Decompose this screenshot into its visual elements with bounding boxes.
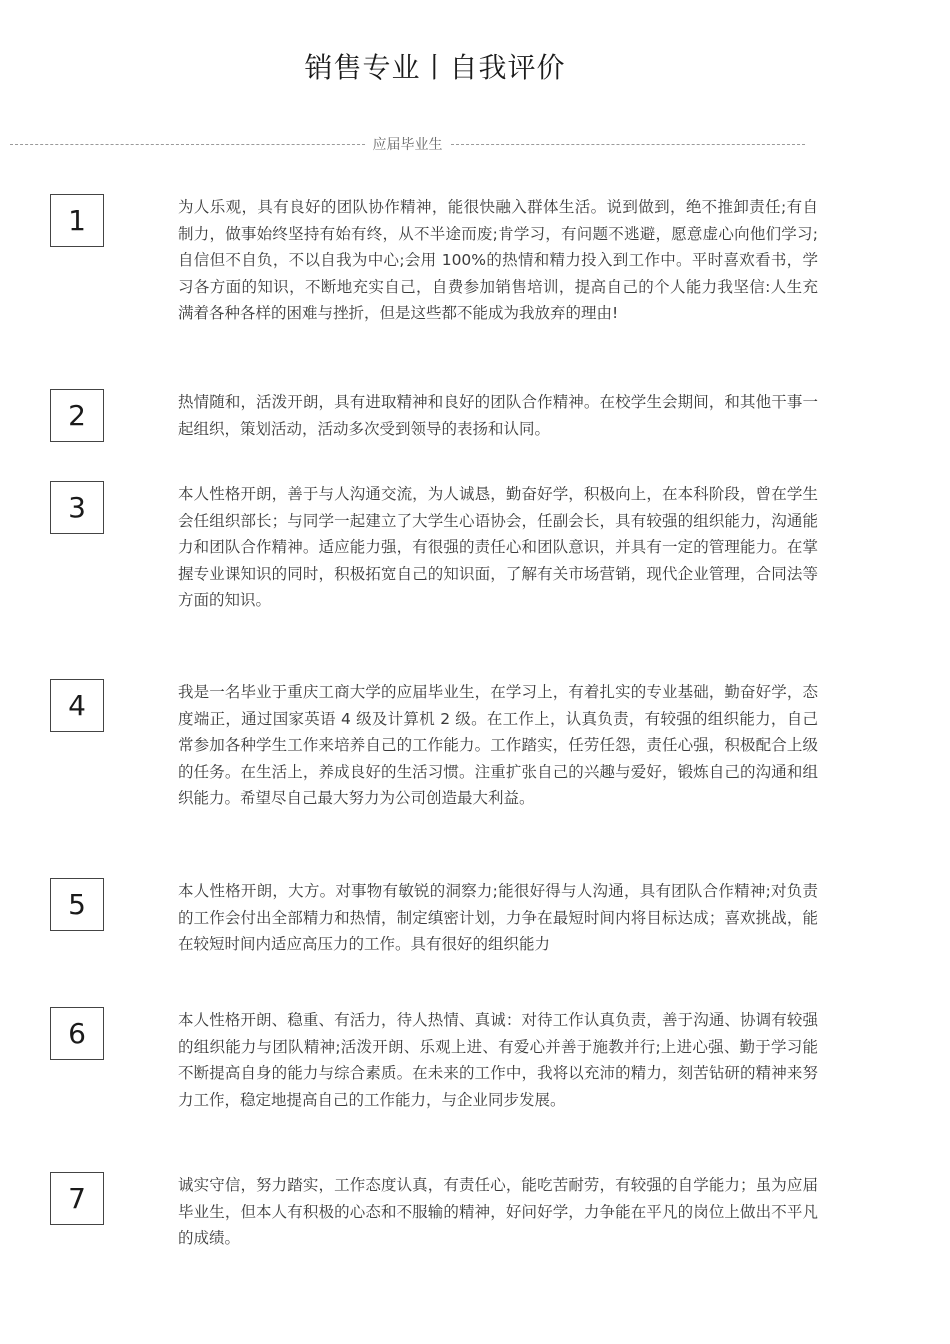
page-title: 销售专业丨自我评价 xyxy=(304,51,566,84)
entry-number-box: 4 xyxy=(50,679,104,732)
entry-number-box: 2 xyxy=(50,389,104,442)
entry-text: 诚实守信，努力踏实，工作态度认真，有责任心，能吃苦耐劳，有较强的自学能力；虽为应届毕业生，但本人有积极的心态和不服输的精神，好问好学，力争能在平凡的岗位上做出不平凡的成绩。 xyxy=(178,1176,818,1248)
entry-text: 我是一名毕业于重庆工商大学的应届毕业生，在学习上，有着扎实的专业基础，勤奋好学，态度端正，通过国家英语 4 级及计算机 2 级。在工作上，认真负责，有较强的组织能力，自己常参加各种学生工作来培养自己的工作能力。工作踏实，任劳任怨，责任心强，积极配合上级的任务。在生活上，养成良好的生活习惯。注重扩张自己的兴趣与爱好，锻炼自己的沟通和组织能力。希望尽自己最大努力为公司创造最大利益。 xyxy=(178,683,818,808)
entry-number-box: 3 xyxy=(50,481,104,534)
entry-number-box: 1 xyxy=(50,194,104,247)
entry-number-box: 6 xyxy=(50,1007,104,1060)
entry-text: 为人乐观，具有良好的团队协作精神，能很快融入群体生活。说到做到，绝不推卸责任;有自制力，做事始终坚持有始有终，从不半途而废;肯学习，有问题不逃避，愿意虚心向他们学习;自信但不自负，不以自我为中心;会用 100%的热情和精力投入到工作中。平时喜欢看书，学习各方面的知识，不断地充实自己，自费参加销售培训，提高自己的个人能力我坚信:人生充满着各种各样的困难与挫折，但是这些都不能成为我放弃的理由! xyxy=(178,198,818,323)
divider-left-dashes xyxy=(10,144,365,145)
entry-number-box: 7 xyxy=(50,1172,104,1225)
subtitle-divider xyxy=(10,133,805,155)
entry-number-box: 5 xyxy=(50,878,104,931)
entry-text: 本人性格开朗，善于与人沟通交流，为人诚恳，勤奋好学，积极向上，在本科阶段，曾在学生会任组织部长；与同学一起建立了大学生心语协会，任副会长，具有较强的组织能力，沟通能力和团队合作精神。适应能力强，有很强的责任心和团队意识，并具有一定的管理能力。在掌握专业课知识的同时，积极拓宽自己的知识面，了解有关市场营销，现代企业管理，合同法等方面的知识。 xyxy=(178,485,818,610)
entry-text: 热情随和，活泼开朗，具有进取精神和良好的团队合作精神。在校学生会期间，和其他干事一起组织，策划活动，活动多次受到领导的表扬和认同。 xyxy=(178,393,818,438)
entry-text: 本人性格开朗，大方。对事物有敏锐的洞察力;能很好得与人沟通，具有团队合作精神;对负责的工作会付出全部精力和热情，制定缜密计划，力争在最短时间内将目标达成；喜欢挑战，能在较短时间内适应高压力的工作。具有很好的组织能力 xyxy=(178,882,818,954)
subtitle: 应届毕业生 xyxy=(372,137,443,153)
entry-text: 本人性格开朗、稳重、有活力，待人热情、真诚：对待工作认真负责，善于沟通、协调有较强的组织能力与团队精神;活泼开朗、乐观上进、有爱心并善于施教并行;上进心强、勤于学习能不断提高自身的能力与综合素质。在未来的工作中，我将以充沛的精力，刻苦钻研的精神来努力工作，稳定地提高自己的工作能力，与企业同步发展。 xyxy=(178,1011,818,1109)
divider-right-dashes xyxy=(451,144,806,145)
